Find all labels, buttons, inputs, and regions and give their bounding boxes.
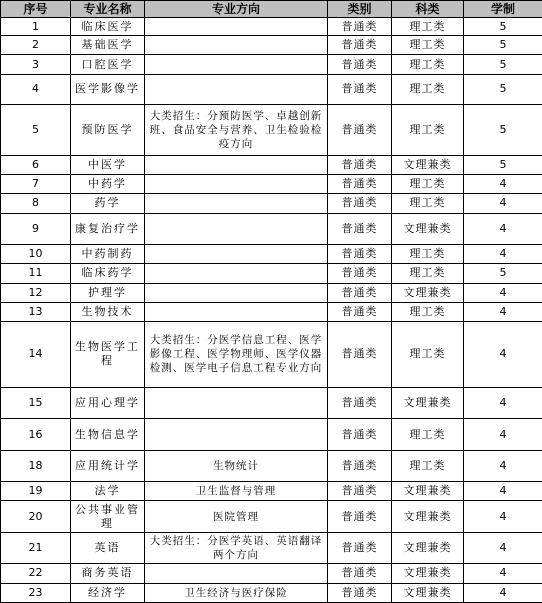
- cell-category: 理工类: [392, 264, 464, 283]
- cell-type: 普通类: [328, 245, 392, 264]
- cell-years: 4: [464, 482, 542, 501]
- cell-years: 4: [464, 564, 542, 583]
- cell-major-name: 康复治疗学: [71, 213, 145, 244]
- cell-years: 4: [464, 450, 542, 481]
- cell-type: 普通类: [328, 18, 392, 36]
- cell-major-name: 应用心理学: [71, 387, 145, 418]
- cell-years: 5: [464, 36, 542, 55]
- cell-major-name: 中药学: [71, 175, 145, 194]
- cell-years: 4: [464, 283, 542, 302]
- table-row: [1, 419, 542, 450]
- table-row: [1, 564, 542, 583]
- cell-direction: [145, 155, 328, 174]
- table-row: [1, 36, 542, 55]
- cell-serial: 21: [1, 532, 71, 563]
- cell-type: 普通类: [328, 322, 392, 388]
- cell-category: 文理兼类: [392, 532, 464, 563]
- cell-category: 文理兼类: [392, 501, 464, 532]
- cell-category: 理工类: [392, 450, 464, 481]
- cell-category: 文理兼类: [392, 213, 464, 244]
- cell-serial: 9: [1, 213, 71, 244]
- cell-type: 普通类: [328, 564, 392, 583]
- cell-category: 理工类: [392, 105, 464, 156]
- cell-direction: [145, 175, 328, 194]
- cell-category: 理工类: [392, 245, 464, 264]
- cell-direction: 医院管理: [145, 501, 328, 532]
- cell-major-name: 经济学: [71, 583, 145, 603]
- header-major-name: 专业名称: [71, 1, 145, 18]
- cell-years: 5: [464, 74, 542, 104]
- cell-type: 普通类: [328, 583, 392, 603]
- table-row: [1, 302, 542, 321]
- cell-serial: 19: [1, 482, 71, 501]
- cell-direction: 卫生经济与医疗保险: [145, 583, 328, 603]
- cell-type: 普通类: [328, 283, 392, 302]
- cell-direction: [145, 283, 328, 302]
- header-type: 类别: [328, 1, 392, 18]
- cell-type: 普通类: [328, 450, 392, 481]
- cell-category: 文理兼类: [392, 482, 464, 501]
- cell-category: 理工类: [392, 194, 464, 213]
- cell-direction: [145, 36, 328, 55]
- cell-category: 文理兼类: [392, 283, 464, 302]
- cell-major-name: 药学: [71, 194, 145, 213]
- cell-type: 普通类: [328, 302, 392, 321]
- cell-serial: 3: [1, 55, 71, 74]
- cell-serial: 10: [1, 245, 71, 264]
- cell-direction: [145, 564, 328, 583]
- table-row: [1, 194, 542, 213]
- cell-major-name: 法学: [71, 482, 145, 501]
- cell-direction: [145, 55, 328, 74]
- cell-major-name: 中药制药: [71, 245, 145, 264]
- cell-type: 普通类: [328, 501, 392, 532]
- cell-years: 5: [464, 264, 542, 283]
- cell-major-name: 临床药学: [71, 264, 145, 283]
- cell-serial: 18: [1, 450, 71, 481]
- table-row: [1, 155, 542, 174]
- cell-category: 文理兼类: [392, 564, 464, 583]
- table-row: [1, 322, 542, 388]
- cell-serial: 7: [1, 175, 71, 194]
- cell-serial: 20: [1, 501, 71, 532]
- cell-direction: 大类招生：分医学英语、英语翻译两个方向: [145, 532, 328, 563]
- cell-major-name: 预防医学: [71, 105, 145, 156]
- table-row: [1, 450, 542, 481]
- cell-direction: 卫生监督与管理: [145, 482, 328, 501]
- cell-major-name: 英语: [71, 532, 145, 563]
- cell-direction: [145, 74, 328, 104]
- cell-type: 普通类: [328, 482, 392, 501]
- cell-direction: [145, 245, 328, 264]
- cell-major-name: 医学影像学: [71, 74, 145, 104]
- cell-serial: 16: [1, 419, 71, 450]
- table-row: [1, 387, 542, 418]
- header-row: [1, 1, 542, 18]
- cell-years: 5: [464, 55, 542, 74]
- cell-years: 4: [464, 387, 542, 418]
- cell-serial: 2: [1, 36, 71, 55]
- cell-direction: [145, 302, 328, 321]
- cell-type: 普通类: [328, 532, 392, 563]
- cell-category: 文理兼类: [392, 155, 464, 174]
- cell-major-name: 生物医学工程: [71, 322, 145, 388]
- cell-category: 理工类: [392, 74, 464, 104]
- cell-direction: [145, 194, 328, 213]
- cell-years: 4: [464, 194, 542, 213]
- cell-major-name: 口腔医学: [71, 55, 145, 74]
- table-row: [1, 55, 542, 74]
- cell-category: 理工类: [392, 175, 464, 194]
- cell-serial: 13: [1, 302, 71, 321]
- cell-category: 理工类: [392, 302, 464, 321]
- cell-serial: 15: [1, 387, 71, 418]
- table-row: [1, 213, 542, 244]
- cell-major-name: 生物技术: [71, 302, 145, 321]
- cell-years: 4: [464, 213, 542, 244]
- cell-years: 4: [464, 532, 542, 563]
- cell-serial: 23: [1, 583, 71, 603]
- cell-years: 4: [464, 419, 542, 450]
- cell-major-name: 应用统计学: [71, 450, 145, 481]
- cell-serial: 22: [1, 564, 71, 583]
- cell-category: 理工类: [392, 419, 464, 450]
- table-row: [1, 245, 542, 264]
- cell-direction: 生物统计: [145, 450, 328, 481]
- cell-category: 理工类: [392, 18, 464, 36]
- cell-type: 普通类: [328, 387, 392, 418]
- cell-type: 普通类: [328, 105, 392, 156]
- cell-direction: [145, 419, 328, 450]
- cell-major-name: 公共事业管理: [71, 501, 145, 532]
- table-row: [1, 74, 542, 104]
- cell-years: 5: [464, 155, 542, 174]
- cell-years: 4: [464, 245, 542, 264]
- table-row: [1, 532, 542, 563]
- cell-category: 理工类: [392, 36, 464, 55]
- cell-type: 普通类: [328, 175, 392, 194]
- cell-major-name: 生物信息学: [71, 419, 145, 450]
- table-row: [1, 283, 542, 302]
- cell-category: 文理兼类: [392, 583, 464, 603]
- cell-type: 普通类: [328, 55, 392, 74]
- header-direction: 专业方向: [145, 1, 328, 18]
- cell-years: 4: [464, 501, 542, 532]
- cell-category: 理工类: [392, 322, 464, 388]
- cell-direction: [145, 18, 328, 36]
- cell-serial: 6: [1, 155, 71, 174]
- table-row: [1, 18, 542, 36]
- cell-serial: 1: [1, 18, 71, 36]
- cell-category: 文理兼类: [392, 387, 464, 418]
- table-row: [1, 105, 542, 156]
- cell-major-name: 护理学: [71, 283, 145, 302]
- cell-years: 5: [464, 105, 542, 156]
- cell-direction: 大类招生：分医学信息工程、医学影像工程、医学物理师、医学仪器检测、医学电子信息工程专业方向: [145, 322, 328, 388]
- table-row: [1, 175, 542, 194]
- cell-type: 普通类: [328, 264, 392, 283]
- cell-years: 5: [464, 18, 542, 36]
- cell-serial: 14: [1, 322, 71, 388]
- cell-years: 4: [464, 175, 542, 194]
- cell-serial: 12: [1, 283, 71, 302]
- header-serial: 序号: [1, 1, 71, 18]
- cell-major-name: 临床医学: [71, 18, 145, 36]
- cell-direction: 大类招生：分预防医学、卓越创新班、食品安全与营养、卫生检验检疫方向: [145, 105, 328, 156]
- cell-type: 普通类: [328, 155, 392, 174]
- cell-serial: 8: [1, 194, 71, 213]
- header-years: 学制: [464, 1, 542, 18]
- cell-years: 4: [464, 583, 542, 603]
- cell-type: 普通类: [328, 419, 392, 450]
- cell-major-name: 中医学: [71, 155, 145, 174]
- table-row: [1, 583, 542, 603]
- cell-years: 4: [464, 302, 542, 321]
- table-row: [1, 264, 542, 283]
- cell-type: 普通类: [328, 36, 392, 55]
- cell-serial: 4: [1, 74, 71, 104]
- cell-direction: [145, 213, 328, 244]
- cell-serial: 11: [1, 264, 71, 283]
- table-row: [1, 482, 542, 501]
- cell-years: 4: [464, 322, 542, 388]
- cell-type: 普通类: [328, 194, 392, 213]
- cell-direction: [145, 264, 328, 283]
- cell-type: 普通类: [328, 74, 392, 104]
- cell-major-name: 基础医学: [71, 36, 145, 55]
- cell-serial: 5: [1, 105, 71, 156]
- header-category: 科类: [392, 1, 464, 18]
- cell-major-name: 商务英语: [71, 564, 145, 583]
- cell-type: 普通类: [328, 213, 392, 244]
- table-row: [1, 501, 542, 532]
- cell-direction: [145, 387, 328, 418]
- cell-category: 理工类: [392, 55, 464, 74]
